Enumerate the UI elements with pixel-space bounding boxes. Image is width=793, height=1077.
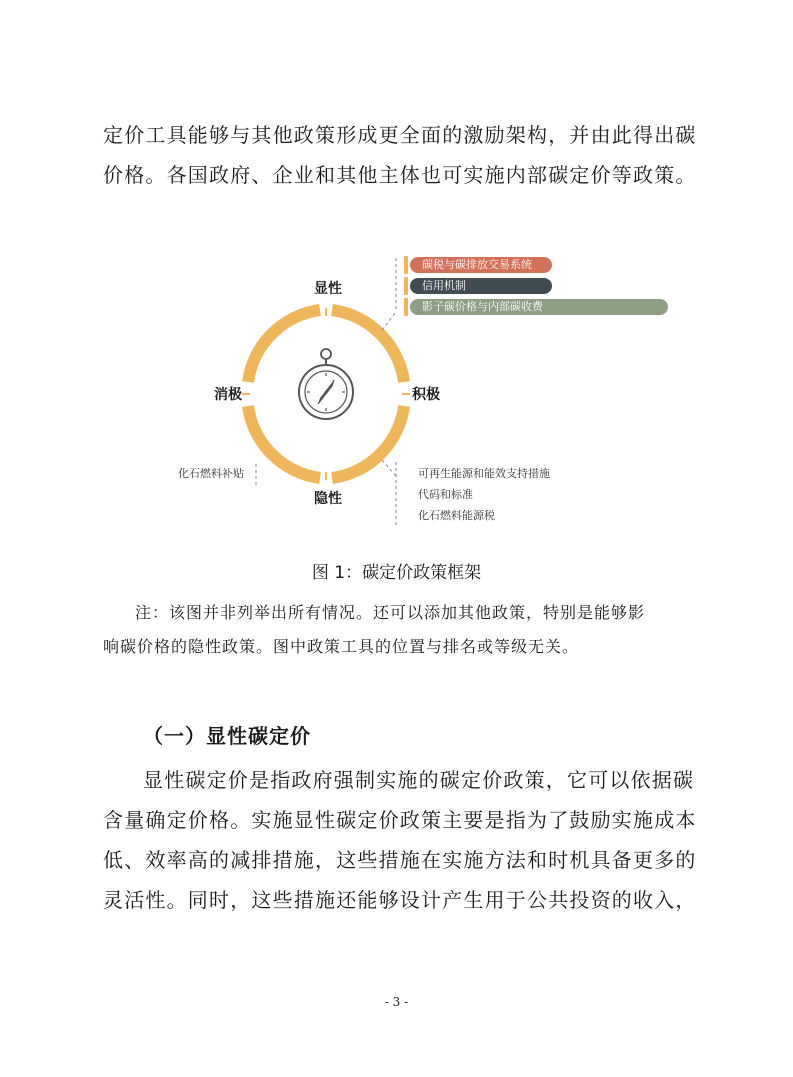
carbon-pricing-framework-figure [160, 240, 680, 540]
page-number: - 3 - [384, 995, 409, 1009]
connector-bottom-right [382, 460, 396, 528]
intro-paragraph [103, 115, 695, 195]
axis-label-positive: 积极 [412, 387, 440, 403]
item-bar [404, 277, 408, 295]
connector-top-right [382, 258, 396, 330]
note-line: 响碳价格的隐性政策。图中政策工具的位置与排名或等级无关。 [103, 637, 580, 656]
body-line: 灵活性。同时，这些措施还能够设计产生用于公共投资的收入， [103, 888, 697, 912]
ring-arc-bottom-right [332, 406, 404, 478]
implicit-positive-item: 代码和标准 [418, 488, 473, 501]
compass-icon [299, 349, 353, 419]
figure-note [103, 596, 695, 664]
ring-arc-bottom-left [248, 406, 320, 478]
policy-pill: 碳税与碳排放交易系统 [410, 257, 552, 273]
figure-caption: 图 1：碳定价政策框架 [311, 563, 482, 583]
policy-pill: 信用机制 [410, 278, 552, 294]
implicit-positive-item: 可再生能源和能效支持措施 [418, 467, 550, 480]
intro-line: 定价工具能够与其他政策形成更全面的激励架构，并由此得出碳 [103, 123, 697, 147]
item-bar [404, 256, 408, 274]
item-bar [404, 298, 408, 316]
body-line: 显性碳定价是指政府强制实施的碳定价政策，它可以依据碳 [143, 768, 695, 792]
body-line: 含量确定价格。实施显性碳定价政策主要是指为了鼓励实施成本 [103, 808, 697, 832]
axis-label-implicit: 隐性 [314, 491, 342, 507]
note-line: 注：该图并非列举出所有情况。还可以添加其他政策，特别是能够影 [135, 603, 646, 622]
implicit-negative-item: 化石燃料补贴 [178, 467, 244, 480]
section-heading: （一）显性碳定价 [143, 724, 311, 748]
body-paragraph [103, 760, 695, 920]
intro-line: 价格。各国政府、企业和其他主体也可实施内部碳定价等政策。 [103, 163, 697, 187]
body-line: 低、效率高的减排措施，这些措施在实施方法和时机具备更多的 [103, 848, 697, 872]
axis-label-explicit: 显性 [314, 281, 342, 297]
implicit-positive-item: 化石燃料能源税 [418, 509, 495, 522]
axis-label-negative: 消极 [214, 387, 242, 403]
policy-pill: 影子碳价格与内部碳收费 [410, 299, 668, 315]
